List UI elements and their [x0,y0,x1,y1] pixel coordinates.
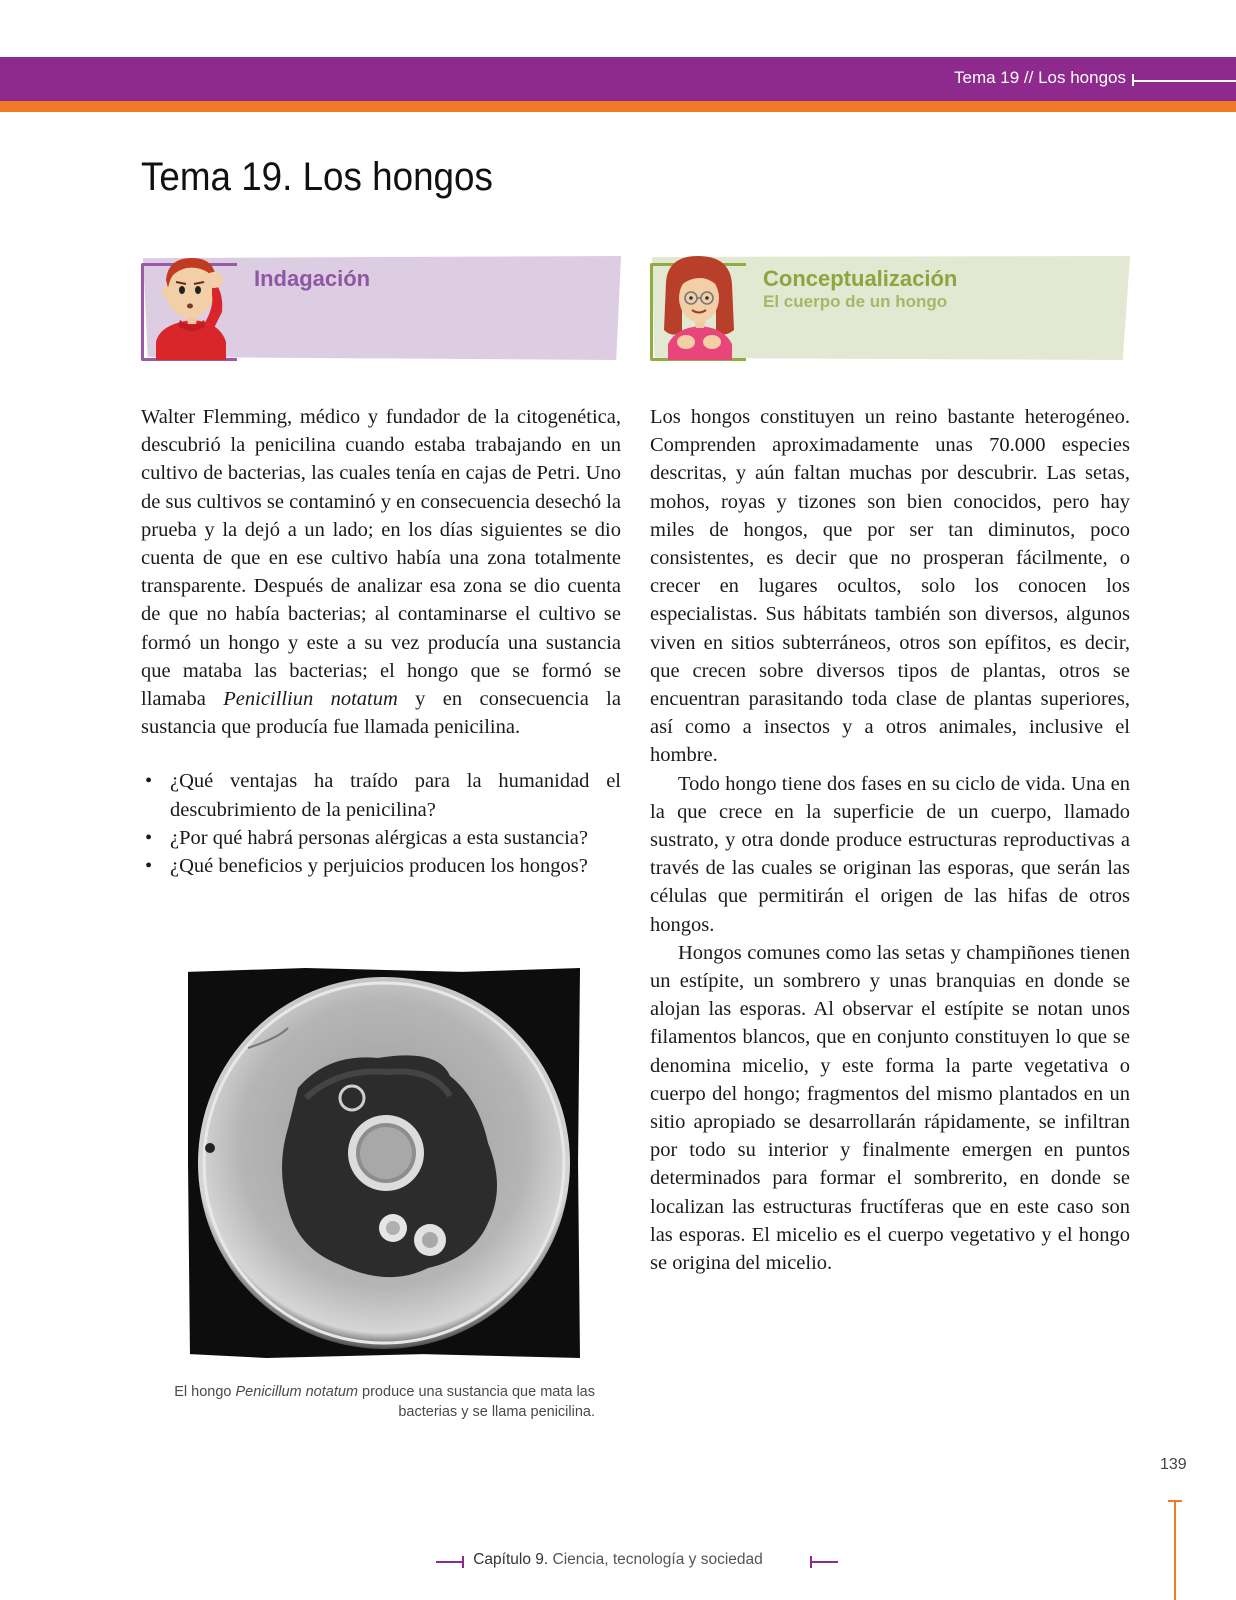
page-number: 139 [1160,1456,1187,1473]
conceptualizacion-subtitle: El cuerpo de un hongo [763,292,948,311]
bullet-icon: • [145,826,153,849]
footer-line-right [810,1561,838,1563]
conceptualizacion-text-column [650,403,1130,1277]
thinking-boy-avatar-icon [146,250,238,360]
footer-chapter: Capítulo 9. [473,1551,549,1568]
question-text: ¿Qué beneficios y perjuicios producen los hongos? [170,855,588,878]
conceptualizacion-paragraph: Los hongos constituyen un reino bastante heterogéneo. Comprenden aproximadamente unas 70.000 especies descritas, y aún faltan muchas por descubrir. Las setas, mohos, royas y tizones son bien conocidos, pero hay miles de hongos, que por ser tan diminutos, poco consistentes, es decir que no prosperan fácilmente, o crecer en lugares ocultos, solo los conocen los especialistas. Sus hábitats también son diversos, algunos viven en sitios subterráneos, otros son epífitos, es decir, que crecen sobre diversos tipos de plantas, otros se encuentran parasitando toda clase de plantas superiores, así como a insectos y a otros animales, inclusive el hombre. [650,406,1130,767]
caption-species: Penicillum notatum [235,1384,359,1400]
photo-caption [135,1382,595,1422]
question-item [141,767,621,823]
question-item [141,852,621,880]
conceptualizacion-title: Conceptualización [763,266,958,291]
header-line [1132,80,1236,82]
indagacion-paragraph [141,403,621,741]
paragraph-text: Walter Flemming, médico y fundador de la citogenética, descubrió la penicilina cuando estaba trabajando en un cultivo de bacterias, las cuales tenía en cajas de Petri. Uno de sus cultivos se contaminó y en consecuencia desechó la prueba y la dejó a un lado; en los días siguientes se dio cuenta de que en ese cultivo había una zona totalmente transparente. Después de analizar esa zona se dio cuenta de que no había bacterias; al contaminarse el cultivo se formó un hongo y este a su vez producía una sustancia que mataba las bacterias; el hongo que se formó se llamaba [141,406,621,711]
question-list [141,767,621,880]
bullet-icon: • [145,770,153,793]
caption-text: produce una sustancia que mata las bacterias y se llama penicilina. [358,1384,595,1420]
conceptualizacion-paragraph: Todo hongo tiene dos fases en su ciclo de vida. Una en la que crece en la superficie de un cuerpo, llamado sustrato, y otra donde produce estructuras reproductivas a través de las cuales se originan las esporas, que serán las células que permitirán el origen de las hifas de otros hongos. [650,772,1130,936]
question-text: ¿Por qué habrá personas alérgicas a esta sustancia? [170,826,588,849]
header-accent-stripe [0,101,1236,112]
girl-with-glasses-avatar-icon [654,252,746,360]
caption-text: El hongo [174,1384,236,1400]
footer-subject: Ciencia, tecnología y sociedad [548,1551,763,1568]
page-margin-line [1174,1500,1176,1600]
bullet-icon: • [145,855,153,878]
indagacion-title: Indagación [254,266,371,291]
question-item [141,824,621,852]
page-title: Tema 19. Los hongos [141,155,493,199]
indagacion-text-column [141,403,621,880]
petri-dish-photo [188,968,580,1358]
running-header: Tema 19 // Los hongos [953,68,1126,87]
species-name: Penicilliun notatum [223,688,398,711]
paragraph-text: y en consecuencia la sustancia que producía fue llamada penicilina. [141,688,621,739]
footer [0,1551,1236,1569]
question-text: ¿Qué ventajas ha traído para la humanidad el descubrimiento de la penicilina? [170,770,621,821]
conceptualizacion-paragraph: Hongos comunes como las setas y champiñones tienen un estípite, un sombrero y unas branquias en donde se alojan las esporas. Al observar el estípite se notan unos filamentos blancos, que en conjunto constituyen lo que se denomina micelio, y este forma la parte vegetativa o cuerpo del hongo; fragmentos del mismo plantados en un sitio apropiado se desarrollarán rápidamente, se infiltran por todo su interior y finalmente emergen en puntos determinados para formar el sombrerito, en donde se localizan las estructuras fructíferas que en este caso son las esporas. El micelio es el cuerpo vegetativo y el hongo se origina del micelio. [650,941,1130,1275]
